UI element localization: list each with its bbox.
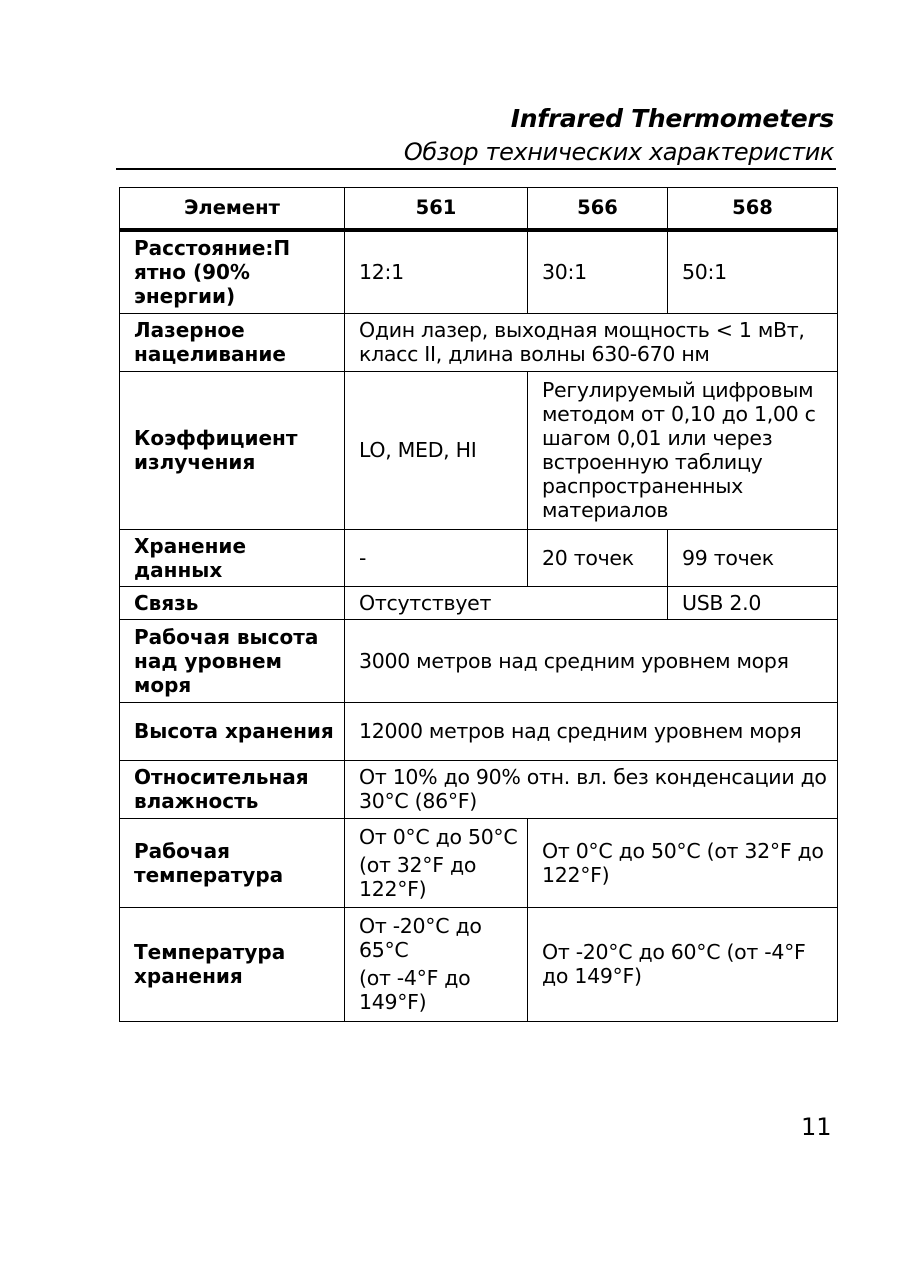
- page-number: 11: [801, 1113, 832, 1141]
- cell-comm-561-566: Отсутствует: [345, 586, 668, 619]
- row-label-humidity: Относительная влажность: [120, 760, 345, 818]
- cell-storage-568: 99 точек: [668, 529, 838, 586]
- column-header-566: 566: [528, 188, 668, 231]
- row-label-storage-altitude: Высота хранения: [120, 702, 345, 760]
- cell-storage-temp-566-568: От -20°C до 60°C (от -4°F до 149°F): [528, 907, 838, 1021]
- specifications-table: [119, 187, 838, 1022]
- table-row: [120, 586, 838, 619]
- table-row: [120, 313, 838, 371]
- table-row: [120, 529, 838, 586]
- storage-temp-561-fahrenheit: (от -4°F до 149°F): [359, 966, 471, 1014]
- cell-laser-all: Один лазер, выходная мощность < 1 мВт, класс II, длина волны 630-670 нм: [345, 313, 838, 371]
- column-header-561: 561: [345, 188, 528, 231]
- row-label-laser: Лазерное нацеливание: [120, 313, 345, 371]
- row-label-op-altitude: Рабочая высота над уровнем моря: [120, 619, 345, 702]
- column-header-element: Элемент: [120, 188, 345, 231]
- table-row: [120, 371, 838, 529]
- cell-comm-568: USB 2.0: [668, 586, 838, 619]
- cell-humidity-all: От 10% до 90% отн. вл. без конденсации до 30°C (86°F): [345, 760, 838, 818]
- table-row: [120, 907, 838, 1021]
- header-title: Infrared Thermometers: [510, 104, 834, 133]
- row-label-op-temp: Рабочая температура: [120, 818, 345, 907]
- header-divider: [116, 168, 836, 170]
- cell-emissivity-566-568: Регулируемый цифровым методом от 0,10 до 1,00 с шагом 0,01 или через встроенную таблицу распространенных материалов: [528, 371, 838, 529]
- op-temp-561-celsius: От 0°C до 50°C: [359, 824, 518, 849]
- row-label-storage-temp: Температура хранения: [120, 907, 345, 1021]
- cell-distance-561: 12:1: [345, 230, 528, 313]
- cell-storage-temp-561: [345, 907, 528, 1021]
- cell-storage-altitude-all: 12000 метров над средним уровнем моря: [345, 702, 838, 760]
- column-header-568: 568: [668, 188, 838, 231]
- table-row: [120, 760, 838, 818]
- table-row: [120, 818, 838, 907]
- cell-distance-568: 50:1: [668, 230, 838, 313]
- storage-temp-561-celsius: От -20°C до 65°C: [359, 914, 482, 962]
- cell-op-temp-566-568: От 0°C до 50°C (от 32°F до 122°F): [528, 818, 838, 907]
- row-label-storage: Хранение данных: [120, 529, 345, 586]
- cell-op-altitude-all: 3000 метров над средним уровнем моря: [345, 619, 838, 702]
- cell-emissivity-561: LO, MED, HI: [345, 371, 528, 529]
- row-label-distance: Расстояние:П ятно (90% энергии): [120, 230, 345, 313]
- table-header-row: [120, 188, 838, 231]
- table-row: [120, 619, 838, 702]
- table-row: [120, 230, 838, 313]
- row-label-comm: Связь: [120, 586, 345, 619]
- cell-storage-566: 20 точек: [528, 529, 668, 586]
- cell-distance-566: 30:1: [528, 230, 668, 313]
- op-temp-561-fahrenheit: (от 32°F до 122°F): [359, 852, 477, 901]
- table-row: [120, 702, 838, 760]
- cell-storage-561: -: [345, 529, 528, 586]
- header-subtitle: Обзор технических характеристик: [403, 138, 834, 166]
- row-label-emissivity: Коэффициент излучения: [120, 371, 345, 529]
- cell-op-temp-561: [345, 818, 528, 907]
